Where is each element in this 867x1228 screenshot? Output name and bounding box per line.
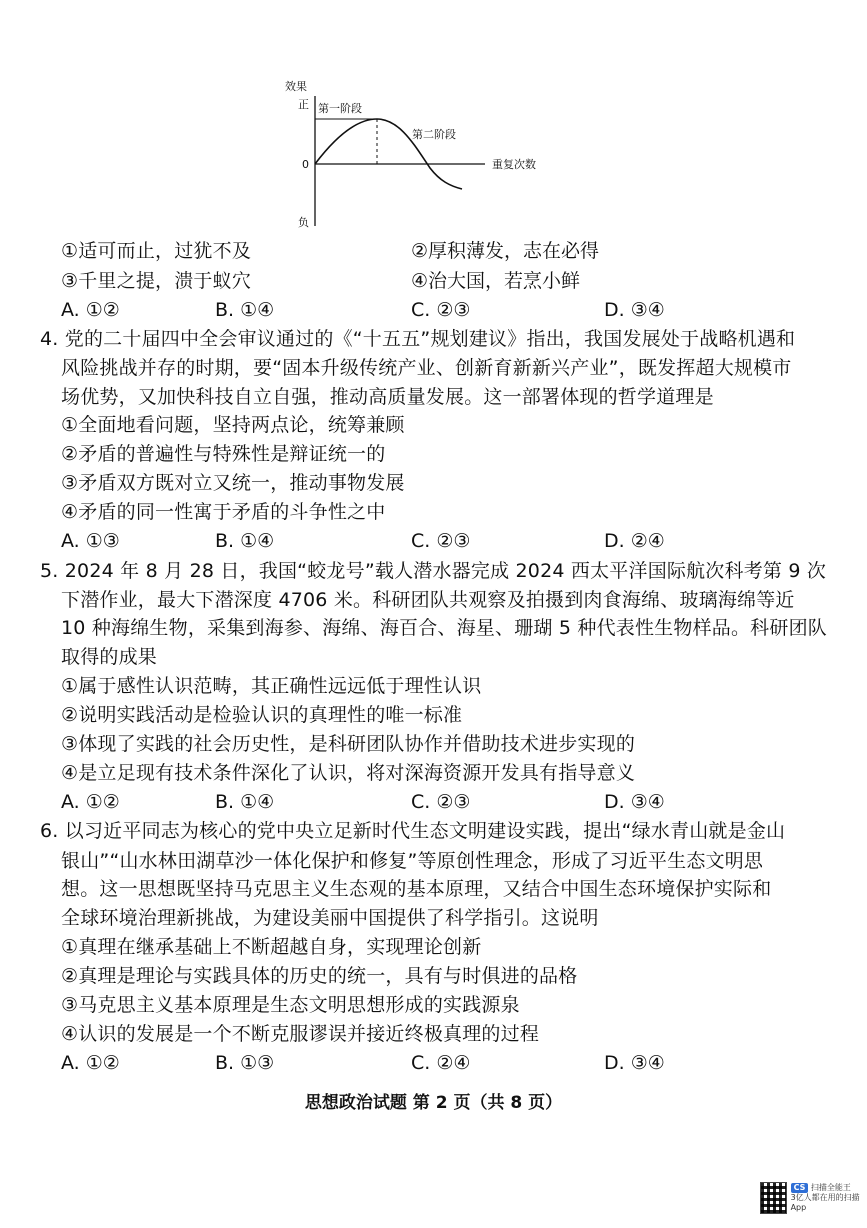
q3-statement-4: ④治大国，若烹小鲜 [411, 270, 581, 292]
q4-option-d: D. ②④ [604, 530, 665, 552]
scanner-subtext: 3亿人都在用的扫描App [790, 1193, 860, 1212]
scanner-brand: 扫描全能王 [810, 1183, 851, 1192]
qr-code-icon [760, 1182, 787, 1214]
q4-stem-line-2: 风险挑战并存的时期，要“固本升级传统产业、创新育新新兴产业”，既发挥超大规模市 [61, 357, 792, 379]
q5-option-b: B. ①④ [215, 791, 275, 813]
q5-stem-line-2: 下潜作业，最大下潜深度 4706 米。科研团队共观察及拍摄到肉食海绵、玻璃海绵等近 [61, 589, 795, 611]
q4-statement-2: ②矛盾的普遍性与特殊性是辩证统一的 [61, 443, 386, 465]
q3-option-c: C. ②③ [411, 299, 471, 321]
q4-statement-4: ④矛盾的同一性寓于矛盾的斗争性之中 [61, 501, 386, 523]
scanner-watermark [760, 1180, 860, 1216]
q5-statement-4: ④是立足现有技术条件深化了认识，将对深海资源开发具有指导意义 [61, 762, 636, 784]
q3-option-b: B. ①④ [215, 299, 275, 321]
y-negative-label: 负 [298, 216, 309, 229]
q6-statement-2: ②真理是理论与实践具体的历史的统一，具有与时俱进的品格 [61, 965, 578, 987]
q6-stem-line-2: 银山”“山水林田湖草沙一体化保护和修复”等原创性理念，形成了习近平生态文明思 [61, 850, 764, 872]
q6-stem-line-4: 全球环境治理新挑战，为建设美丽中国提供了科学指引。这说明 [61, 907, 599, 929]
q5-statement-1: ①属于感性认识范畴，其正确性远远低于理性认识 [61, 675, 482, 697]
q3-option-a: A. ①② [61, 299, 120, 321]
q6-option-a: A. ①② [61, 1052, 120, 1074]
q5-option-c: C. ②③ [411, 791, 471, 813]
page-footer: 思想政治试题 第 2 页（共 8 页） [304, 1093, 563, 1113]
y-axis-label: 效果 [285, 80, 307, 93]
q6-option-c: C. ②④ [411, 1052, 471, 1074]
q6-statement-1: ①真理在继承基础上不断超越自身，实现理论创新 [61, 936, 482, 958]
q5-statement-3: ③体现了实践的社会历史性，是科研团队协作并借助技术进步实现的 [61, 733, 636, 755]
q5-option-a: A. ①② [61, 791, 120, 813]
q4-statement-3: ③矛盾双方既对立又统一，推动事物发展 [61, 472, 405, 494]
effect-curve-figure [270, 76, 570, 244]
q6-stem-line-3: 想。这一思想既坚持马克思主义生态观的基本原理，又结合中国生态环境保护实际和 [61, 878, 772, 900]
q5-stem-line-3: 10 种海绵生物，采集到海参、海绵、海百合、海星、珊瑚 5 种代表性生物样品。科研团队 [61, 617, 827, 639]
q5-stem-line-4: 取得的成果 [61, 646, 158, 668]
q6-option-d: D. ③④ [604, 1052, 665, 1074]
y-positive-label: 正 [298, 98, 309, 111]
q5-stem-line-1: 5. 2024 年 8 月 28 日，我国“蛟龙号”载人潜水器完成 2024 西太平洋国际航次科考第 9 次 [40, 560, 827, 582]
stage1-label: 第一阶段 [318, 102, 362, 115]
q3-statement-1: ①适可而止，过犹不及 [61, 240, 252, 262]
scanner-badge [791, 1183, 860, 1213]
q4-option-a: A. ①③ [61, 530, 120, 552]
q6-statement-4: ④认识的发展是一个不断克服谬误并接近终极真理的过程 [61, 1023, 540, 1045]
cs-logo-icon: CS [791, 1183, 809, 1193]
q3-statement-2: ②厚积薄发，志在必得 [411, 240, 600, 262]
q5-statement-2: ②说明实践活动是检验认识的真理性的唯一标准 [61, 704, 463, 726]
q4-stem-line-1: 4. 党的二十届四中全会审议通过的《“十五五”规划建议》指出，我国发展处于战略机遇和 [40, 328, 796, 350]
x-axis-label: 重复次数 [492, 158, 536, 171]
q6-stem-line-1: 6. 以习近平同志为核心的党中央立足新时代生态文明建设实践，提出“绿水青山就是金山 [40, 820, 786, 842]
q5-option-d: D. ③④ [604, 791, 665, 813]
stage2-label: 第二阶段 [412, 128, 456, 141]
q4-stem-line-3: 场优势，又加快科技自立自强，推动高质量发展。这一部署体现的哲学道理是 [61, 386, 714, 408]
q6-option-b: B. ①③ [215, 1052, 275, 1074]
q4-option-c: C. ②③ [411, 530, 471, 552]
origin-label: 0 [302, 158, 309, 171]
q3-statement-3: ③千里之提，溃于蚁穴 [61, 270, 252, 292]
q3-option-d: D. ③④ [604, 299, 665, 321]
q4-option-b: B. ①④ [215, 530, 275, 552]
q4-statement-1: ①全面地看问题，坚持两点论，统筹兼顾 [61, 414, 405, 436]
q6-statement-3: ③马克思主义基本原理是生态文明思想形成的实践源泉 [61, 994, 520, 1016]
